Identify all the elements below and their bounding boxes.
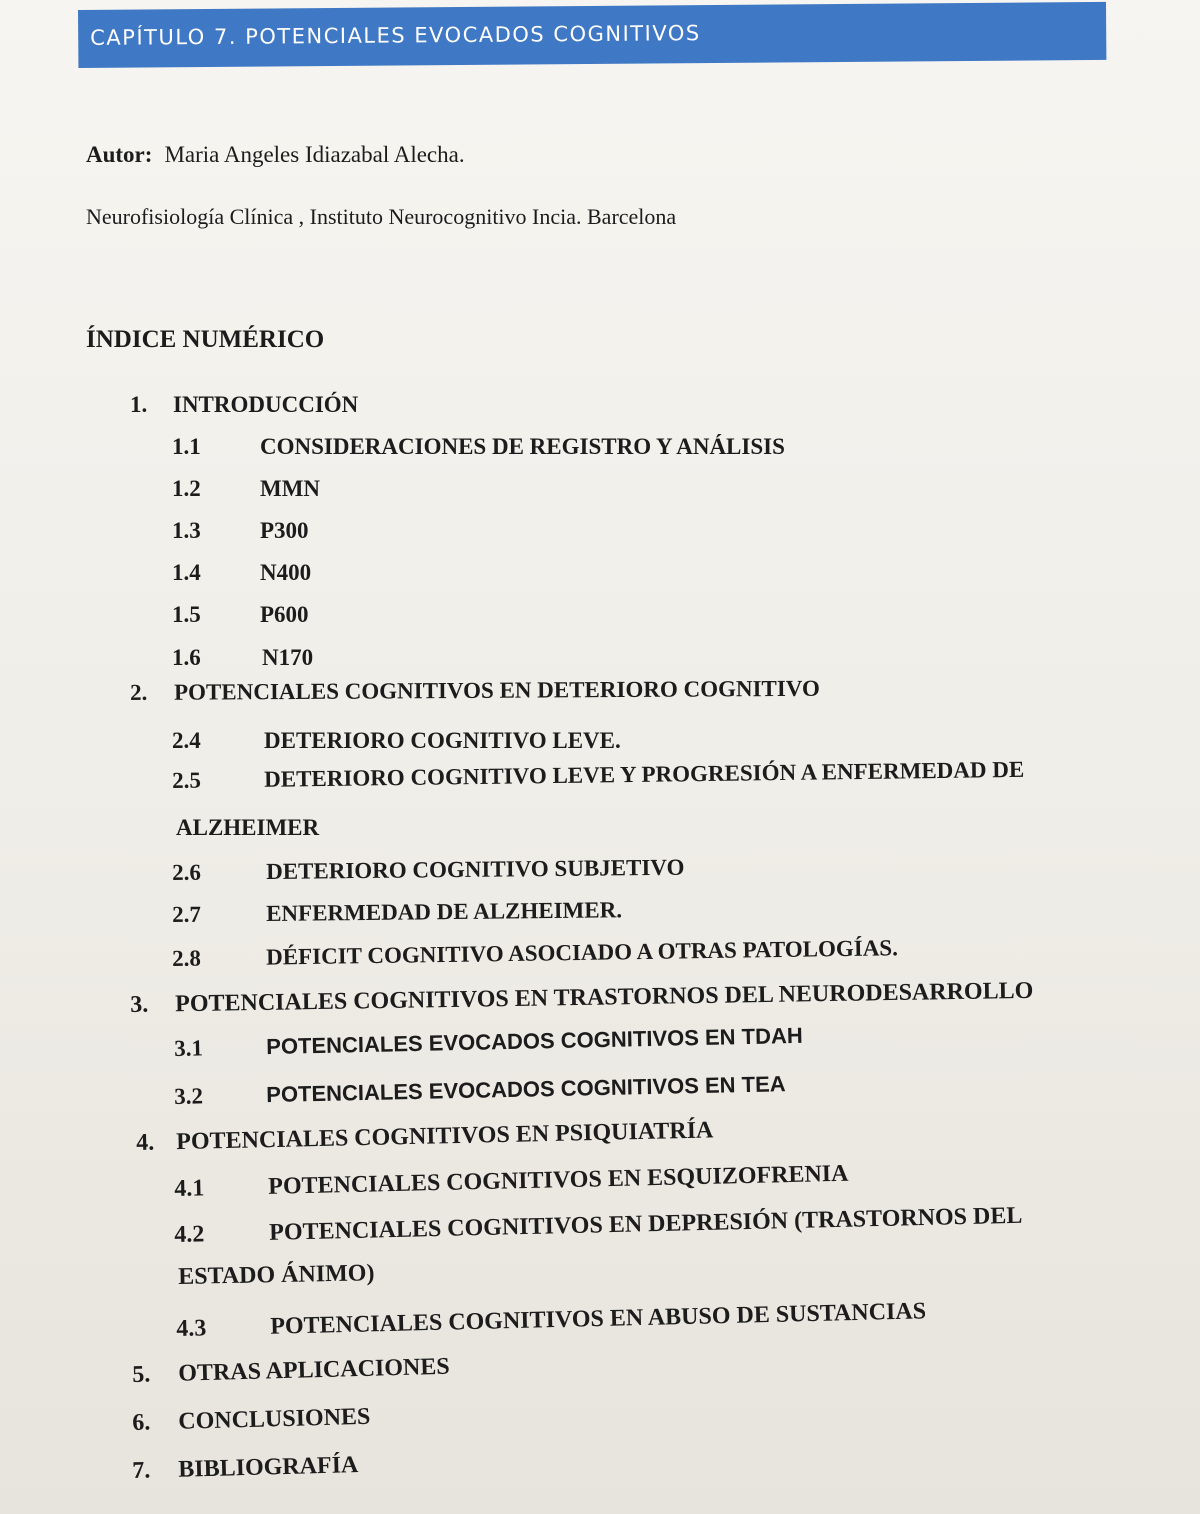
author-name: Maria Angeles Idiazabal Alecha.	[164, 142, 465, 167]
toc-entry[interactable]	[174, 1067, 974, 1114]
toc-number: 1.3	[172, 518, 201, 543]
chapter-banner	[78, 2, 1106, 68]
toc-number: 4.1	[174, 1175, 205, 1202]
toc-label: POTENCIALES COGNITIVOS EN ABUSO DE SUSTANCIAS	[269, 1298, 927, 1340]
toc-entry[interactable]	[176, 815, 576, 845]
toc-label: ENFERMEDAD DE ALZHEIMER.	[265, 897, 623, 927]
toc-number: 1.5	[172, 602, 201, 627]
toc-number: 2.	[130, 679, 148, 705]
toc-number: 7.	[132, 1457, 151, 1484]
toc-label: N400	[260, 560, 312, 585]
toc-number: 1.	[130, 392, 148, 417]
toc-label: POTENCIALES COGNITIVOS EN PSIQUIATRÍA	[175, 1117, 714, 1156]
toc-entry[interactable]	[174, 1019, 974, 1066]
toc-number: 2.4	[172, 728, 201, 753]
toc-label: POTENCIALES COGNITIVOS EN DEPRESIÓN (TRASTORNOS DEL	[268, 1202, 1023, 1246]
toc-entry[interactable]	[172, 755, 1172, 798]
toc-entry[interactable]	[136, 1113, 937, 1162]
toc-label: DETERIORO COGNITIVO LEVE.	[264, 728, 621, 753]
affiliation: Neurofisiología Clínica , Instituto Neurocognitivo Incia. Barcelona	[86, 204, 677, 229]
toc-label: POTENCIALES COGNITIVOS EN DETERIORO COGNITIVO	[173, 675, 820, 705]
toc-number: 2.6	[172, 859, 202, 885]
chapter-title: CAPÍTULO 7. POTENCIALES EVOCADOS COGNITIVOS	[90, 21, 701, 50]
toc-label: MMN	[260, 476, 321, 501]
toc-entry[interactable]	[130, 392, 1030, 422]
toc-label: BIBLIOGRAFÍA	[177, 1452, 359, 1483]
toc-number: 4.3	[176, 1315, 207, 1342]
toc-entry[interactable]	[172, 933, 1072, 976]
toc-label: CONCLUSIONES	[177, 1403, 371, 1435]
toc-label: DÉFICIT COGNITIVO ASOCIADO A OTRAS PATOLOGÍAS.	[265, 935, 899, 970]
author-label: Autor:	[86, 142, 153, 167]
toc-label: POTENCIALES EVOCADOS COGNITIVOS EN TEA	[265, 1071, 786, 1108]
toc-label: DETERIORO COGNITIVO SUBJETIVO	[265, 854, 685, 885]
toc-label: DETERIORO COGNITIVO LEVE Y PROGRESIÓN A ENFERMEDAD DE	[263, 756, 1025, 792]
toc-number: 3.2	[174, 1083, 204, 1109]
toc-label: POTENCIALES COGNITIVOS EN ESQUIZOFRENIA	[267, 1160, 849, 1200]
toc-entry[interactable]	[176, 1293, 1136, 1348]
toc-entry[interactable]	[172, 895, 872, 932]
toc-number: 4.2	[174, 1221, 205, 1248]
toc-entry[interactable]	[132, 1442, 733, 1490]
toc-entry[interactable]	[172, 728, 872, 758]
toc-entry[interactable]	[178, 1256, 579, 1296]
toc-number: 2.7	[172, 901, 202, 927]
toc-entry[interactable]	[172, 518, 672, 548]
toc-number: 3.	[130, 991, 149, 1018]
toc-label: N170	[262, 645, 314, 670]
toc-entry[interactable]	[172, 602, 672, 632]
toc-label: POTENCIALES EVOCADOS COGNITIVOS EN TDAH	[265, 1022, 803, 1060]
toc-label: CONSIDERACIONES DE REGISTRO Y ANÁLISIS	[260, 434, 785, 459]
index-title: ÍNDICE NUMÉRICO	[86, 326, 325, 353]
toc-entry[interactable]	[132, 1394, 733, 1442]
toc-label: OTRAS APLICACIONES	[177, 1353, 450, 1387]
toc-number: 4.	[136, 1129, 155, 1156]
toc-number: 2.5	[172, 767, 202, 793]
author-line	[86, 142, 465, 168]
toc-number: 6.	[132, 1409, 151, 1436]
toc-entry[interactable]	[130, 674, 1090, 710]
toc-entry[interactable]	[172, 434, 1072, 464]
toc-entry[interactable]	[130, 977, 1090, 1024]
toc-entry[interactable]	[132, 1346, 733, 1394]
toc-entry[interactable]	[172, 476, 672, 506]
toc-label: P600	[260, 602, 309, 627]
toc-number: 5.	[132, 1361, 151, 1388]
toc-number: 1.6	[172, 645, 201, 670]
toc-label: ESTADO ÁNIMO)	[178, 1260, 375, 1290]
toc-label: P300	[260, 518, 309, 543]
toc-number: 3.1	[174, 1035, 204, 1061]
toc-entry[interactable]	[174, 1156, 1074, 1208]
toc-entry[interactable]	[172, 853, 872, 890]
toc-number: 1.1	[172, 434, 201, 459]
toc-number: 1.4	[172, 560, 201, 585]
toc-label: POTENCIALES COGNITIVOS EN TRASTORNOS DEL NEURODESARROLLO	[174, 977, 1034, 1018]
toc-number: 2.8	[172, 945, 202, 971]
toc-entry[interactable]	[172, 560, 672, 590]
toc-entry[interactable]	[172, 645, 672, 675]
toc-entry[interactable]	[174, 1200, 1154, 1254]
toc-number: 1.2	[172, 476, 201, 501]
toc-label: INTRODUCCIÓN	[173, 392, 359, 417]
toc-label: ALZHEIMER	[176, 815, 320, 840]
